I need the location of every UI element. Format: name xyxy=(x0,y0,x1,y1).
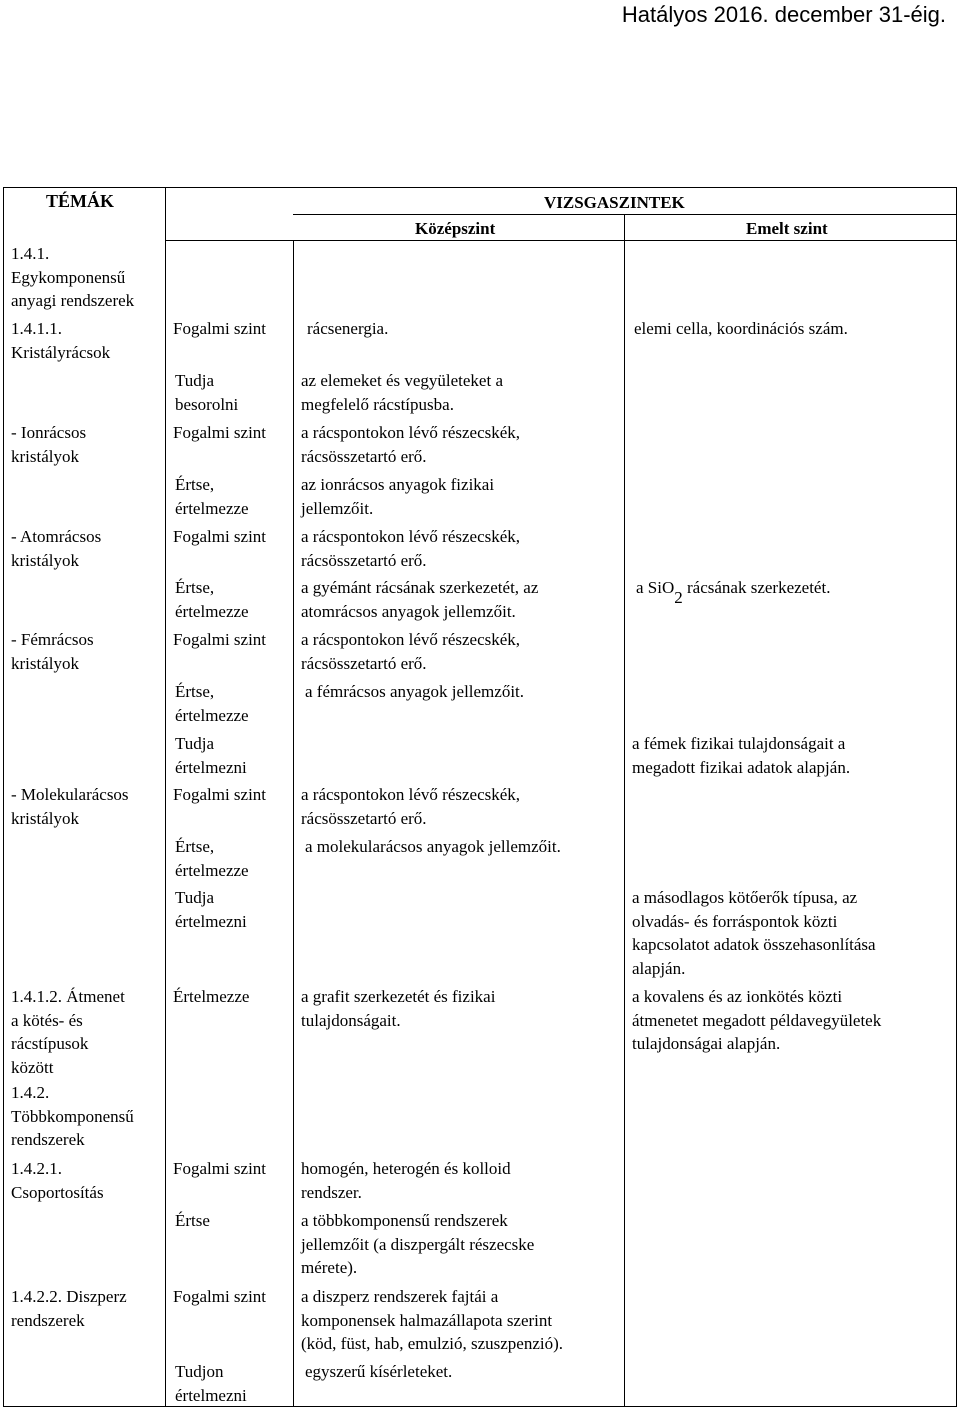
mid-lattice-particles: a rácspontokon lévő részecskék, rácsösszetartó erő. xyxy=(301,423,521,466)
req-interpret-able: Tudjon értelmezni xyxy=(175,1362,247,1405)
high-secondary-forces: a másodlagos kötőerők típusa, az olvadás- és forráspontok közti kapcsolatot adatok összehasonlítása alapján. xyxy=(632,888,876,978)
high-sio2-structure: a SiO2 rácsának szerkezetét. xyxy=(636,578,831,607)
column-divider-levels xyxy=(624,215,625,1407)
mid-lattice-energy: rácsenergia. xyxy=(307,319,389,338)
req-understand: Értse, értelmezze xyxy=(175,837,249,880)
validity-header: Hatályos 2016. december 31-éig. xyxy=(621,2,946,27)
req-classify: Tudja besorolni xyxy=(175,371,239,414)
mid-multicomponent-properties: a többkomponensű rendszerek jellemzőit (a diszpergált részecske mérete). xyxy=(301,1211,535,1277)
req-concept-level: Fogalmi szint xyxy=(173,630,267,649)
req-concept-level: Fogalmi szint xyxy=(173,319,267,338)
mid-lattice-particles: a rácspontokon lévő részecskék, rácsösszetartó erő. xyxy=(301,630,521,673)
high-metal-properties: a fémek fizikai tulajdonságait a megadott fizikai adatok alapján. xyxy=(632,734,851,777)
topic-atomic-crystals: - Atomrácsos kristályok xyxy=(11,527,102,570)
req-concept-level: Fogalmi szint xyxy=(173,423,267,442)
header-bottom-divider xyxy=(165,240,957,241)
mid-metallic-properties: a fémrácsos anyagok jellemzőit. xyxy=(305,682,525,701)
req-concept-level: Fogalmi szint xyxy=(173,1159,267,1178)
topics-header: TÉMÁK xyxy=(46,191,115,211)
topic-multi-component: 1.4.2. Többkomponensű rendszerek xyxy=(11,1083,134,1149)
req-concept-level: Fogalmi szint xyxy=(173,785,267,804)
req-understand: Értse, értelmezze xyxy=(175,578,249,621)
mid-system-types: homogén, heterogén és kolloid rendszer. xyxy=(301,1159,511,1202)
mid-experiments: egyszerű kísérleteket. xyxy=(305,1362,453,1381)
mid-molecular-properties: a molekularácsos anyagok jellemzőit. xyxy=(305,837,561,856)
topic-molecular-crystals: - Molekularácsos kristályok xyxy=(11,785,129,828)
column-divider-requirements xyxy=(293,240,294,1407)
req-concept-level: Fogalmi szint xyxy=(173,1287,267,1306)
high-level-header: Emelt szint xyxy=(746,219,828,238)
req-interpret-single: Értelmezze xyxy=(173,987,250,1006)
req-understand-single: Értse xyxy=(175,1211,210,1230)
high-bond-transition: a kovalens és az ionkötés közti átmenetet megadott példavegyületek tulajdonságai alapján. xyxy=(632,987,882,1053)
mid-classify-lattice: az elemeket és vegyületeket a megfelelő rácstípusba. xyxy=(301,371,503,414)
req-interpret: Tudja értelmezni xyxy=(175,734,247,777)
mid-level-header: Középszint xyxy=(415,219,496,238)
topic-ionic-crystals: - Ionrácsos kristályok xyxy=(11,423,87,466)
topic-disperse-systems: 1.4.2.2. Diszperz rendszerek xyxy=(11,1287,127,1330)
high-unit-cell: elemi cella, koordinációs szám. xyxy=(634,319,848,338)
mid-diamond-structure: a gyémánt rácsának szerkezetét, az atomrácsos anyagok jellemzőit. xyxy=(301,578,539,621)
column-divider-topics xyxy=(165,187,166,1407)
mid-ionic-properties: az ionrácsos anyagok fizikai jellemzőit. xyxy=(301,475,495,518)
req-concept-level: Fogalmi szint xyxy=(173,527,267,546)
mid-lattice-particles: a rácspontokon lévő részecskék, rácsösszetartó erő. xyxy=(301,785,521,828)
topic-single-component: 1.4.1. Egykomponensű anyagi rendszerek xyxy=(11,244,135,310)
levels-header: VIZSGASZINTEK xyxy=(544,193,685,212)
req-understand: Értse, értelmezze xyxy=(175,682,249,725)
req-interpret: Tudja értelmezni xyxy=(175,888,247,931)
topic-grouping: 1.4.2.1. Csoportosítás xyxy=(11,1159,104,1202)
req-understand: Értse, értelmezze xyxy=(175,475,249,518)
mid-lattice-particles: a rácspontokon lévő részecskék, rácsösszetartó erő. xyxy=(301,527,521,570)
topic-bond-transition: 1.4.1.2. Átmenet a kötés- és rácstípusok között xyxy=(11,987,125,1077)
mid-disperse-types: a diszperz rendszerek fajtái a komponensek halmazállapota szerint (köd, füst, hab, emulzió, szuszpenzió). xyxy=(301,1287,564,1353)
topic-crystal-lattices: 1.4.1.1. Kristályrácsok xyxy=(11,319,111,362)
mid-graphite: a grafit szerkezetét és fizikai tulajdonságait. xyxy=(301,987,496,1030)
topic-metallic-crystals: - Fémrácsos kristályok xyxy=(11,630,94,673)
